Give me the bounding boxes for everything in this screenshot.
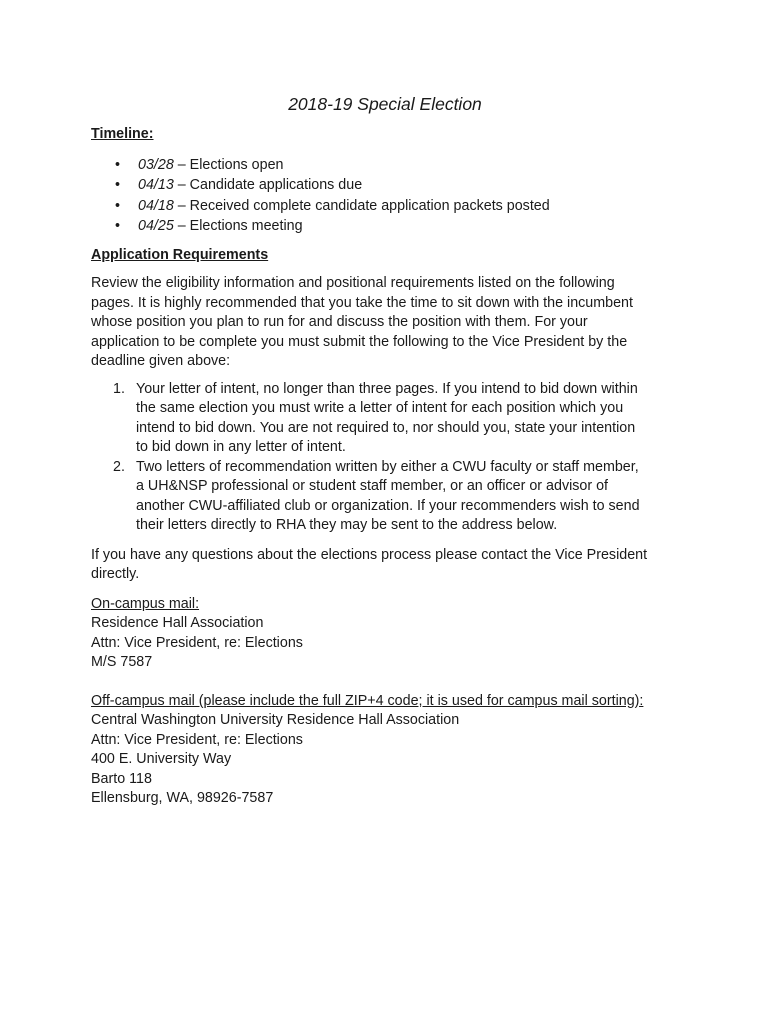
text-line: If you have any questions about the elections process please contact the Vice President [91, 546, 648, 563]
document-body [91, 125, 691, 809]
requirements-list [91, 380, 691, 536]
text-line: intend to bid down. You are not required to, nor should you, state your intention [136, 419, 636, 436]
timeline-list [91, 155, 691, 237]
off-campus-address [91, 692, 691, 809]
timeline-item [91, 196, 691, 217]
text-line: the same election you must write a letter of intent for each position which you [136, 400, 624, 416]
timeline-text: – Elections open [173, 156, 284, 173]
bullet-icon: • [115, 177, 121, 193]
timeline-text: – Elections meeting [173, 218, 303, 234]
text-line: Two letters of recommendation written by either a CWU faculty or staff member, [136, 458, 639, 475]
timeline-date: 04/25 [138, 218, 174, 234]
requirement-item [91, 380, 691, 458]
bullet-icon: • [115, 156, 121, 173]
timeline-item [91, 175, 691, 196]
timeline-item [91, 155, 691, 176]
requirement-number: 2. [113, 458, 125, 475]
address-line: Residence Hall Association [91, 615, 264, 631]
text-line: deadline given above: [91, 353, 231, 369]
application-intro [91, 274, 691, 372]
address-line: Barto 118 [91, 770, 152, 787]
text-line: to bid down in any letter of intent. [136, 439, 346, 455]
off-campus-label: Off-campus mail (please include the full ZIP+4 code; it is used for campus mail sorting): [91, 692, 644, 709]
text-line: another CWU-affiliated club or organization. If your recommenders wish to send [136, 497, 640, 514]
requirement-item [91, 458, 691, 536]
text-line: Your letter of intent, no longer than three pages. If you intend to bid down within [136, 380, 638, 397]
timeline-date: 04/13 [138, 177, 174, 193]
address-line: Central Washington University Residence Hall Association [91, 712, 460, 728]
address-line: 400 E. University Way [91, 751, 232, 767]
text-line: their letters directly to RHA they may be sent to the address below. [136, 517, 558, 533]
questions-paragraph [91, 546, 691, 585]
timeline-item [91, 216, 691, 237]
text-line: whose position you plan to run for and discuss the position with them. For your [91, 314, 588, 330]
document-title: 2018-19 Special Election [288, 94, 482, 114]
address-line: M/S 7587 [91, 654, 153, 670]
on-campus-address [91, 595, 691, 673]
timeline-date: 04/18 [138, 197, 174, 214]
text-line: application to be complete you must submit the following to the Vice President by the [91, 333, 628, 350]
bullet-icon: • [115, 197, 121, 214]
timeline-heading: Timeline: [91, 126, 154, 142]
timeline-date: 03/28 [138, 156, 174, 173]
timeline-text: – Candidate applications due [173, 177, 363, 193]
timeline-text: – Received complete candidate application packets posted [173, 197, 550, 214]
text-line: directly. [91, 566, 140, 582]
text-line: Review the eligibility information and positional requirements listed on the following [91, 275, 615, 291]
requirement-number: 1. [113, 380, 125, 397]
application-requirements-heading: Application Requirements [91, 246, 269, 263]
bullet-icon: • [115, 218, 121, 234]
text-line: a UH&NSP professional or student staff member, or an officer or advisor of [136, 478, 609, 494]
address-line: Ellensburg, WA, 98926-7587 [91, 790, 274, 806]
on-campus-label: On-campus mail: [91, 595, 200, 612]
address-line: Attn: Vice President, re: Elections [91, 634, 303, 651]
text-line: pages. It is highly recommended that you take the time to sit down with the incumbent [91, 294, 633, 311]
address-line: Attn: Vice President, re: Elections [91, 731, 303, 748]
